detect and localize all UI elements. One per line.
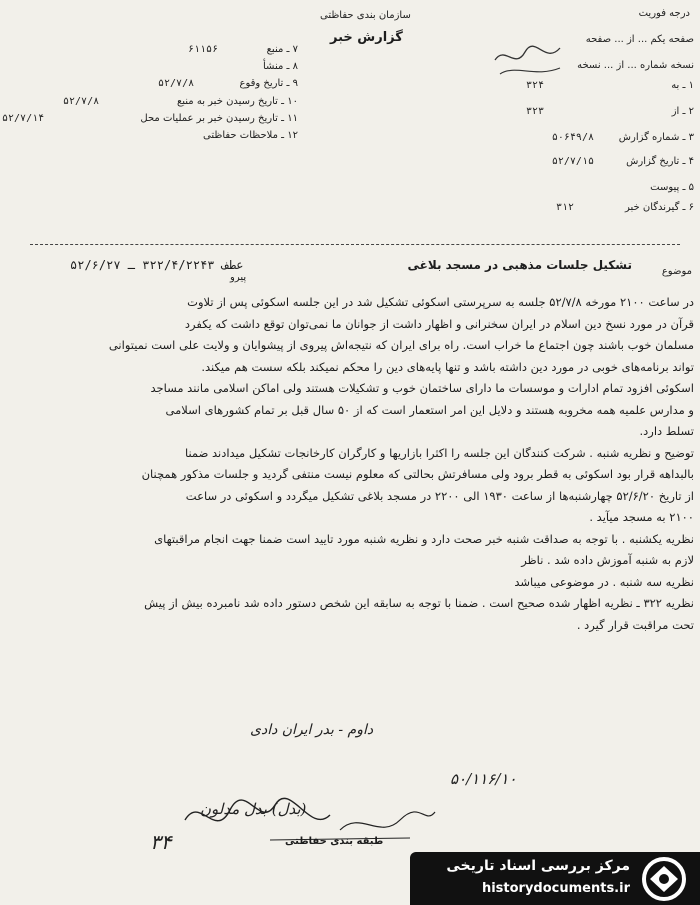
body-line: در ساعت ۲۱۰۰ مورخه ۵۲/۷/۸ جلسه به سرپرستی اسکوئی تشکیل شد در این جلسه اسکوئی پس از تلاوت: [187, 295, 694, 309]
body-line: توضیح و نظریه شنبه . شرکت کنندگان این جلسه را اکثرا بازاریها و کارگران کارخانجات تشکیل میدادند ضمنا: [184, 445, 694, 460]
field-value: ۵۲/۷/۱۴: [2, 113, 45, 124]
field-label: ۴ ـ تاریخ گزارش: [626, 156, 694, 167]
body-line: اسکوئی افزود تمام ادارات و موسسات ما دارای ساختمان خوب و تشکیلات هستند ولی اماکن اسلامی مانند مساجد: [150, 381, 694, 395]
classification-header: سازمان بندی حفاظتی: [320, 10, 411, 21]
field-label: ۹ ـ تاریخ وقوع: [239, 78, 298, 89]
field-value: ۳۲۴: [525, 80, 544, 91]
body-line: نظریه سه شنبه . در موضوعی میباشد: [514, 574, 694, 589]
body-line: نظریه یکشنبه . با توجه به صداقت شنبه خبر صحت دارد و نظریه شنبه مورد تایید است ضمنا جهت انجام مراقبتهای: [154, 531, 694, 546]
body-line: از تاریخ ۵۲/۶/۲۰ چهارشنبه‌ها از ساعت ۱۹۳۰ الی ۲۲۰۰ در مسجد بلاغی تشکیل میگردد و اسکوئی در ساعت: [185, 488, 694, 503]
field-row: [8, 78, 298, 92]
field-label: ۱ ـ به: [671, 80, 694, 91]
signature-c: ۳۴: [150, 830, 172, 854]
field-label: صفحه یکم ... از ... صفحه: [585, 34, 694, 45]
field-label: ۱۱ ـ تاریخ رسیدن خبر بر عملیات محل: [140, 113, 298, 124]
body-line: تسلط دارد.: [639, 424, 694, 438]
field-label: ۷ ـ منبع: [266, 44, 298, 55]
field-label: ۳ ـ شماره گزارش: [618, 132, 694, 143]
subject-annotation-sub: پیرو: [230, 272, 247, 283]
field-value: ۵۲/۷/۸: [158, 78, 195, 89]
signature-b: (بدل) بدل مدلون: [200, 800, 307, 818]
urgency-label: درجه فوریت: [638, 8, 690, 19]
field-label: ۲ ـ از: [671, 106, 694, 117]
body-line: بالبداهه قرار بود اسکوئی به قطر برود ولی مسافرتش بحالتی که معلوم نیست منتفی گردید و جلسات مذکور همچنان: [141, 467, 694, 481]
field-row: [484, 182, 694, 196]
subject-row: [10, 258, 692, 283]
field-value: ۵۲/۷/۸: [63, 96, 100, 107]
signature-a: داوم - بدر ایران دادی: [250, 722, 374, 738]
field-label: ۱۲ ـ ملاحظات حفاظتی: [203, 130, 298, 141]
subject-annotation: عطف ۳۲۲/۴/۲۲۴۳ ـ ۵۲/۶/۲۷: [70, 258, 244, 272]
header-left-fields: [2, 44, 298, 144]
subject-label: موضوع: [661, 266, 692, 277]
field-label: ۵ ـ پیوست: [650, 182, 694, 193]
field-row: [8, 61, 298, 75]
field-row: [484, 202, 694, 216]
field-row: [8, 44, 298, 58]
field-value: ۳۱۲: [555, 202, 574, 213]
handwritten-scribble: [490, 40, 570, 80]
signature-d: ۵۰/۱۱۶/۱۰: [450, 770, 517, 788]
field-row: [8, 130, 298, 144]
field-row: [484, 132, 694, 146]
field-label: ۱۰ ـ تاریخ رسیدن خبر به منبع: [176, 96, 298, 107]
body-line: ۲۱۰۰ به مسجد میآید .: [589, 510, 694, 524]
classification-stamp: طبقه بندی حفاظتی: [285, 836, 384, 847]
archive-emblem-icon: [636, 856, 692, 902]
body-line: لازم به شنبه آموزش داده شد . ناظر: [521, 553, 694, 567]
body-line: تواند برنامه‌های خوبی در مورد دین داشته باشد و تنها پایه‌های دین را محکم نمیکند بلکه سست هم میکند.: [201, 359, 694, 374]
field-value: ۵۰۶۴۹/۸: [551, 132, 594, 143]
field-value: ۵۲/۷/۱۵: [551, 156, 594, 167]
archive-logo: [410, 852, 700, 905]
body-line: مسلمان خوب باشند چون اجتماع ما خراب است. راه برای ایران که نتیجه‌اش پیروی از پیشوایان و ولایت علی است نمیتوانی: [108, 338, 694, 352]
field-row: [484, 156, 694, 170]
body-line: نظریه ۳۲۲ ـ نظریه اظهار شده صحیح است . ضمنا با توجه به سابقه این شخص دستور داده شد نامبرده بیش از پیش: [144, 596, 694, 610]
body-line: قرآن در مورد نسخ دین اسلام در ایران سخنرانی و اظهار داشت از جوانان ما نمی‌توان توقع داشت که یکفرد: [184, 316, 694, 331]
body-line: تحت مراقبت قرار گیرد .: [576, 617, 694, 632]
subject-text: تشکیل جلسات مذهبی در مسجد بلاغی: [407, 258, 632, 272]
report-body: [20, 292, 694, 636]
field-value: ۶۱۱۵۶: [188, 44, 219, 55]
logo-url: historydocuments.ir: [481, 881, 630, 896]
field-label: نسخه شماره ... از ... نسخه: [577, 60, 694, 71]
field-label: ۶ ـ گیرندگان خبر: [624, 202, 694, 213]
body-line: و مدارس علمیه همه مخروبه هستند و دلایل این امر استعمار است که از ۵۰ سال قبل بر تمام کشورهای اسلامی: [165, 402, 694, 417]
field-label: ۸ ـ منشأ: [262, 61, 298, 72]
header-divider: [30, 244, 680, 245]
field-row: [8, 96, 298, 110]
field-row: [2, 113, 298, 127]
form-title: گزارش خبر: [330, 30, 403, 45]
field-row: [484, 106, 694, 120]
field-value: ۳۲۳: [525, 106, 544, 117]
field-row: [484, 80, 694, 94]
logo-title: مرکز بررسی اسناد تاریخی: [446, 858, 630, 874]
